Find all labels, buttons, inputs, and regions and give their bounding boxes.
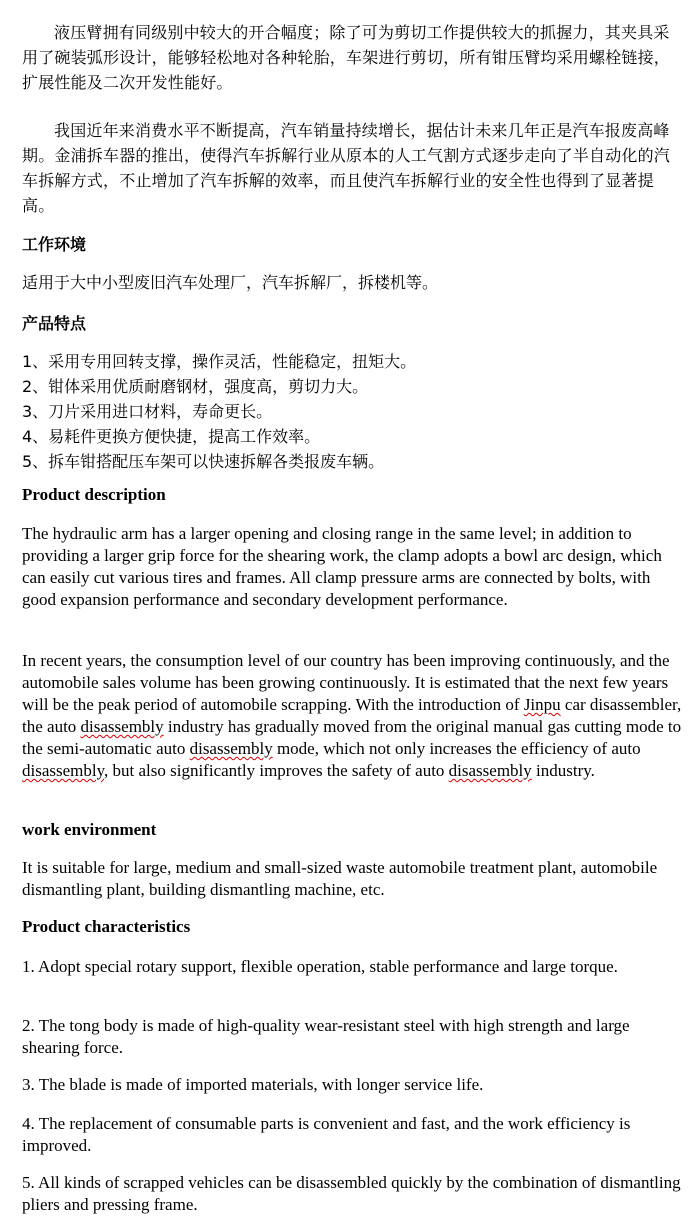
cn-feature-item: 2、钳体采用优质耐磨钢材，强度高，剪切力大。 <box>22 377 369 396</box>
en-description-2 <box>22 650 682 782</box>
spellcheck-word: disassembly <box>448 761 532 780</box>
en-characteristic-item: 3. The blade is made of imported materials, with longer service life. <box>22 1075 484 1094</box>
cn-heading-features: 产品特点 <box>22 314 87 333</box>
en-text-run: In recent years, the consumption level of our country has been improving continuously, and the automobile sales volume has been growing continuously. It is estimated that the next few years will be the peak period of automobile scrapping. With the introduction of <box>22 651 670 714</box>
spellcheck-word: disassembly <box>80 717 164 736</box>
cn-feature-item: 4、易耗件更换方便快捷，提高工作效率。 <box>22 427 321 446</box>
cn-environment-text: 适用于大中小型废旧汽车处理厂，汽车拆解厂，拆楼机等。 <box>22 273 439 292</box>
en-environment-text: It is suitable for large, medium and small-sized waste automobile treatment plant, automobile dismantling plant, building dismantling machine, etc. <box>22 858 658 899</box>
en-heading-characteristics: Product characteristics <box>22 917 191 936</box>
en-characteristic-item: 4. The replacement of consumable parts is convenient and fast, and the work efficiency is improved. <box>22 1114 631 1155</box>
en-text-run: mode, which not only increases the efficiency of auto <box>272 739 641 758</box>
cn-paragraph-2: 我国近年来消费水平不断提高，汽车销量持续增长，据估计未来几年正是汽车报废高峰期。金浦拆车器的推出，使得汽车拆解行业从原本的人工气割方式逐步走向了半自动化的汽车拆解方式，不止增加了汽车拆解的效率，而且使汽车拆解行业的安全性也得到了显著提高。 <box>22 121 671 215</box>
cn-paragraph-1: 液压臂拥有同级别中较大的开合幅度；除了可为剪切工作提供较大的抓握力，其夹具采用了碗装弧形设计，能够轻松地对各种轮胎，车架进行剪切，所有钳压臂均采用螺栓链接，扩展性能及二次开发性能好。 <box>22 23 671 92</box>
spellcheck-word: disassembly <box>22 761 105 780</box>
en-heading-description: Product description <box>22 485 166 504</box>
en-characteristic-item: 2. The tong body is made of high-quality wear-resistant steel with high strength and large shearing force. <box>22 1016 630 1057</box>
document-page <box>22 0 682 1223</box>
en-description-1: The hydraulic arm has a larger opening and closing range in the same level; in addition to providing a larger grip force for the shearing work, the clamp adopts a bowl arc design, which can easily cut various tires and frames. All clamp pressure arms are connected by bolts, with good expansion performance and secondary development performance. <box>22 524 662 609</box>
cn-heading-environment: 工作环境 <box>22 235 87 254</box>
cn-feature-item: 5、拆车钳搭配压车架可以快速拆解各类报废车辆。 <box>22 452 385 471</box>
en-text-run: industry. <box>531 761 595 780</box>
spellcheck-word: disassembly <box>189 739 273 758</box>
en-heading-environment: work environment <box>22 820 157 839</box>
cn-feature-item: 1、采用专用回转支撑，操作灵活，性能稳定，扭矩大。 <box>22 352 417 371</box>
en-characteristic-item: 5. All kinds of scrapped vehicles can be disassembled quickly by the combination of dismantling pliers and pressing frame. <box>22 1173 681 1214</box>
en-characteristic-item: 1. Adopt special rotary support, flexible operation, stable performance and large torque. <box>22 957 618 976</box>
spellcheck-word: Jinpu <box>523 695 561 714</box>
en-text-run: , but also significantly improves the safety of auto <box>104 761 449 780</box>
en-text-run: industry has gradually moved from the original manual gas cutting mode to the semi-automatic auto <box>22 717 682 758</box>
en-text-run: car disassembler, the auto <box>22 695 682 736</box>
cn-feature-item: 3、刀片采用进口材料，寿命更长。 <box>22 402 273 421</box>
